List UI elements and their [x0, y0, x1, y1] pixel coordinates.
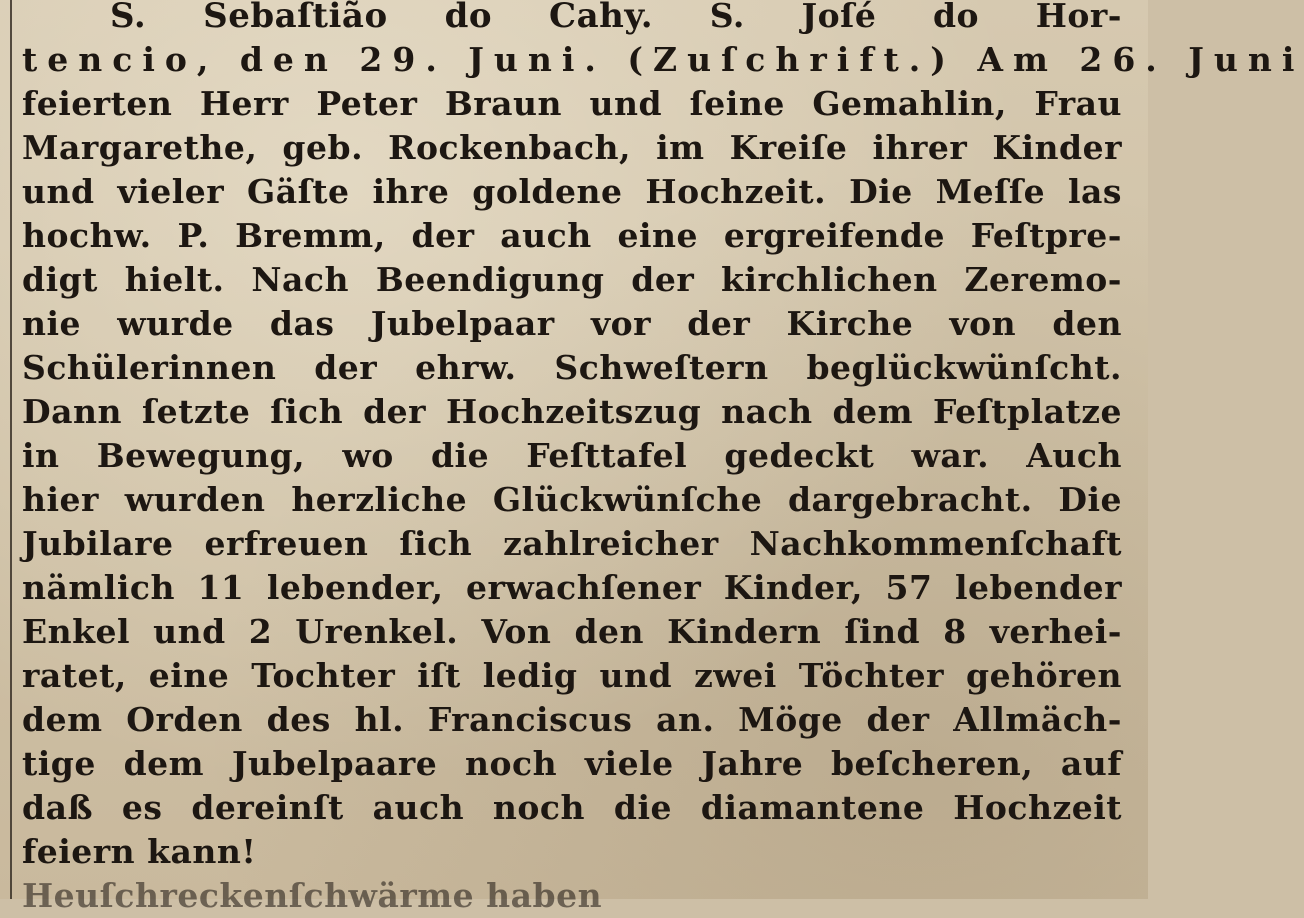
article-headline: S. Sebaſtião do Cahy. [110, 0, 654, 36]
article-line-11: in Bewegung, wo die Feſttafel gedeckt war. Auch [22, 436, 1122, 475]
article-line-6: hochw. P. Bremm, der auch eine ergreifende Feſtpre- [22, 216, 1122, 255]
article-line-18: tige dem Jubelpaare noch viele Jahre beſcheren, auf [22, 744, 1122, 783]
article-line-4: Margarethe, geb. Rockenbach, im Kreiſe ihrer Kinder [22, 128, 1122, 167]
article-line-12: hier wurden herzliche Glückwünſche dargebracht. Die [22, 480, 1122, 519]
column-rule [10, 0, 12, 899]
article-line-8: nie wurde das Jubelpaar vor der Kirche von den [22, 304, 1122, 343]
article-line-20: feiern kann! [22, 832, 257, 871]
article-line-15: Enkel und 2 Urenkel. Von den Kindern ſind 8 verhei- [22, 612, 1122, 651]
article-line-13: Jubilare erfreuen ſich zahlreicher Nachkommenſchaft [22, 524, 1122, 563]
article-line-10: Dann ſetzte ſich der Hochzeitszug nach dem Feſtplatze [22, 392, 1122, 431]
next-article-cut-line: Heuſchreckenſchwärme haben [22, 876, 603, 915]
article-line-9: Schülerinnen der ehrw. Schweſtern beglückwünſcht. [22, 348, 1122, 387]
article-line-19: daß es dereinſt auch noch die diamantene Hochzeit [22, 788, 1122, 827]
article-line-text: S. Joſé do Hor- [709, 0, 1122, 35]
article-line-5: und vieler Gäſte ihre goldene Hochzeit. Die Meſſe las [22, 172, 1122, 211]
article-line-14: nämlich 11 lebender, erwachſener Kinder, 57 lebender [22, 568, 1122, 607]
article-line-16: ratet, eine Tochter iſt ledig und zwei Töchter gehören [22, 656, 1122, 695]
article-line-17: dem Orden des hl. Franciscus an. Möge der Allmäch- [22, 700, 1122, 739]
article-column [22, 0, 1304, 918]
article-line-3: feierten Herr Peter Braun und ſeine Gemahlin, Frau [22, 84, 1122, 123]
article-line-1 [22, 0, 1122, 38]
article-line-2: tencio, den 29. Juni. (Zuſchrift.) Am 26. Juni [22, 40, 1304, 79]
article-line-7: digt hielt. Nach Beendigung der kirchlichen Zeremo- [22, 260, 1122, 299]
